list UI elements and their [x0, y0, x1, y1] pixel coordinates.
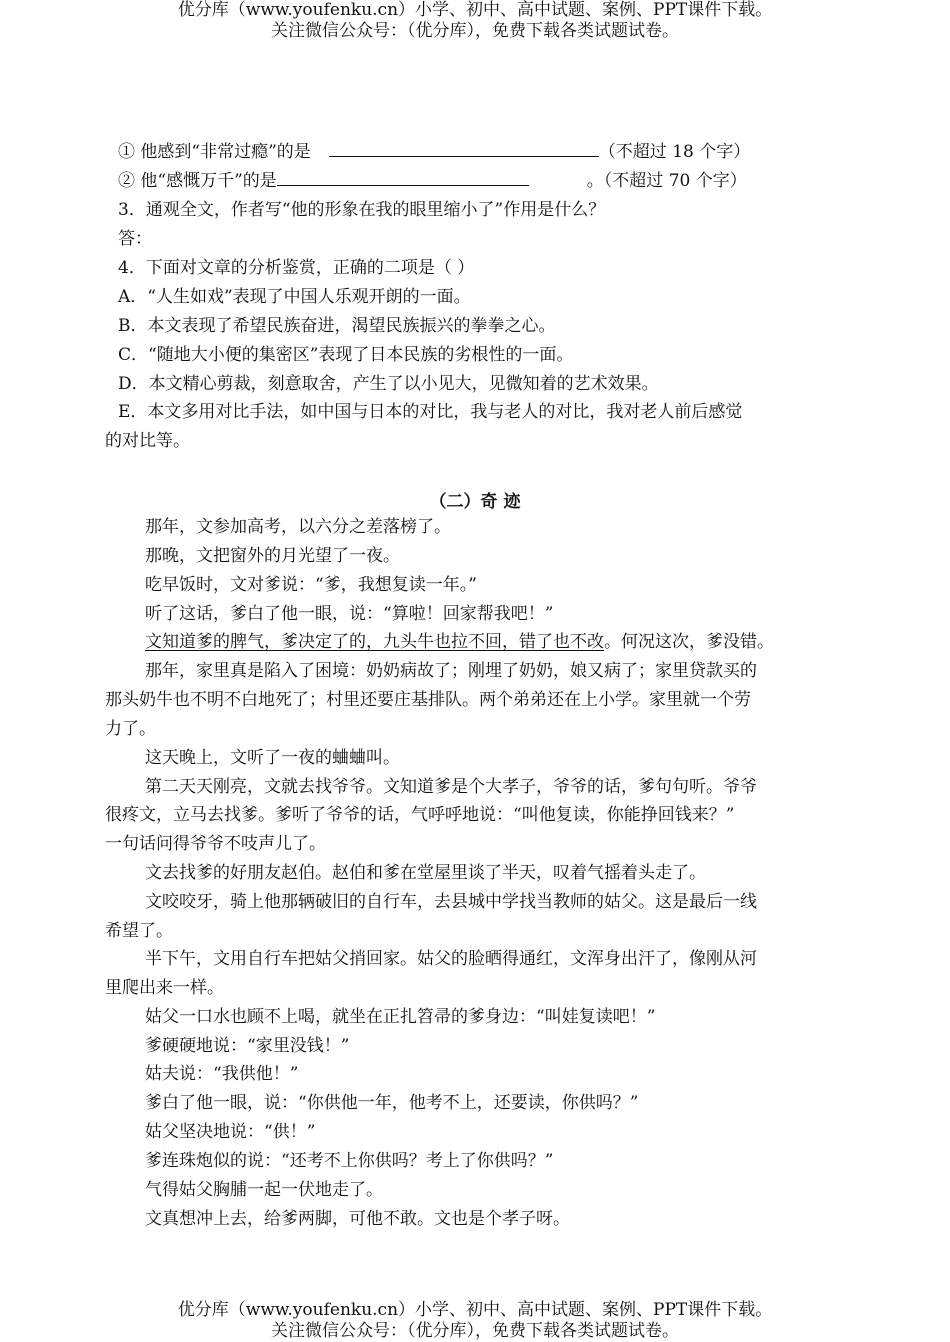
answer-blank-2[interactable]: [277, 171, 529, 186]
option-b: B．本文表现了希望民族奋进，渴望民族振兴的拳拳之心。: [118, 316, 556, 336]
option-e-line-1: E．本文多用对比手法，如中国与日本的对比，我与老人的对比，我对老人前后感觉: [118, 402, 743, 422]
story-line: 这天晚上，文听了一夜的蛐蛐叫。: [145, 748, 400, 768]
underlined-sentence: 文知道爹的脾气，爹决定了的，九头牛也拉不回，错了也不改: [145, 632, 604, 652]
story-line: 里爬出来一样。: [105, 978, 224, 998]
story-line: 爹连珠炮似的说：“还考不上你供吗？考上了你供吗？”: [145, 1151, 554, 1171]
question-2-1-text: ① 他感到“非常过瘾”的是: [118, 142, 311, 162]
story-line: 第二天天刚亮，文就去找爷爷。文知道爹是个大孝子，爷爷的话，爹句句听。爷爷: [145, 777, 757, 797]
story-line-continuation: 。何况这次，爹没错。: [604, 632, 774, 652]
story-line: 那晚，文把窗外的月光望了一夜。: [145, 546, 400, 566]
story-line: 爹白了他一眼，说：“你供他一年，他考不上，还要读，你供吗？”: [145, 1093, 639, 1113]
story-line: 文咬咬牙，骑上他那辆破旧的自行车，去县城中学找当教师的姑父。这是最后一线: [145, 892, 757, 912]
question-2-2-text: ② 他“感慨万千”的是: [118, 171, 277, 191]
option-a: A．“人生如戏”表现了中国人乐观开朗的一面。: [118, 287, 471, 307]
page-header-line-2: 关注微信公众号：（优分库），免费下载各类试题试卷。: [271, 21, 679, 41]
story-line: 姑父坚决地说：“供！”: [145, 1122, 316, 1142]
page-footer-line-1: 优分库（www.youfenku.cn）小学、初中、高中试题、案例、PPT课件下载。: [177, 1300, 773, 1320]
question-2-1: [118, 141, 750, 163]
page-header-line-1: 优分库（www.youfenku.cn）小学、初中、高中试题、案例、PPT课件下载。: [177, 0, 773, 20]
story-line: 爹硬硬地说：“家里没钱！”: [145, 1036, 350, 1056]
story-line: 姑父一口水也顾不上喝，就坐在正扎笤帚的爹身边：“叫娃复读吧！”: [145, 1007, 656, 1027]
story-line: 吃早饭时，文对爹说：“爹，我想复读一年。”: [145, 575, 477, 595]
story-title: （二）奇 迹: [429, 492, 521, 512]
story-line: 气得姑父胸脯一起一伏地走了。: [145, 1180, 383, 1200]
answer-blank-1[interactable]: [329, 142, 599, 157]
story-line: 那年，家里真是陷入了困境：奶奶病故了；刚埋了奶奶，娘又病了；家里贷款买的: [145, 661, 757, 681]
question-4: 4．下面对文章的分析鉴赏，正确的二项是（ ）: [118, 258, 475, 278]
story-line: 一句话问得爷爷不吱声儿了。: [105, 834, 326, 854]
question-3: 3．通观全文，作者写“他的形象在我的眼里缩小了”作用是什么？: [118, 200, 606, 220]
option-c: C．“随地大小便的集密区”表现了日本民族的劣根性的一面。: [118, 345, 574, 365]
story-line: 那头奶牛也不明不白地死了；村里还要庄基排队。两个弟弟还在上小学。家里就一个劳: [105, 690, 751, 710]
story-line: 文真想冲上去，给爹两脚，可他不敢。文也是个孝子呀。: [145, 1209, 570, 1229]
story-line: 很疼文，立马去找爹。爹听了爷爷的话，气呼呼地说：“叫他复读，你能挣回钱来？”: [105, 805, 735, 825]
page-footer-line-2: 关注微信公众号：（优分库），免费下载各类试题试卷。: [271, 1321, 679, 1341]
story-line: 希望了。: [105, 921, 173, 941]
story-line: 姑夫说：“我供他！”: [145, 1064, 299, 1084]
question-2-2-limit: 。（不超过 70 个字）: [586, 171, 747, 191]
story-line: 半下午，文用自行车把姑父捎回家。姑父的脸晒得通红，文浑身出汗了，像刚从河: [145, 949, 757, 969]
question-2-2: [118, 170, 747, 192]
question-2-1-limit: （不超过 18 个字）: [598, 142, 751, 162]
story-line: 听了这话，爹白了他一眼，说：“算啦！回家帮我吧！”: [145, 604, 554, 624]
option-e-line-2: 的对比等。: [105, 431, 190, 451]
story-line-underlined: [145, 631, 774, 653]
option-d: D．本文精心剪裁，刻意取舍，产生了以小见大，见微知着的艺术效果。: [118, 374, 659, 394]
story-line: 那年，文参加高考，以六分之差落榜了。: [145, 517, 451, 537]
story-line: 文去找爹的好朋友赵伯。赵伯和爹在堂屋里谈了半天，叹着气摇着头走了。: [145, 863, 706, 883]
question-3-answer: 答：: [118, 229, 152, 249]
story-line: 力了。: [105, 719, 156, 739]
